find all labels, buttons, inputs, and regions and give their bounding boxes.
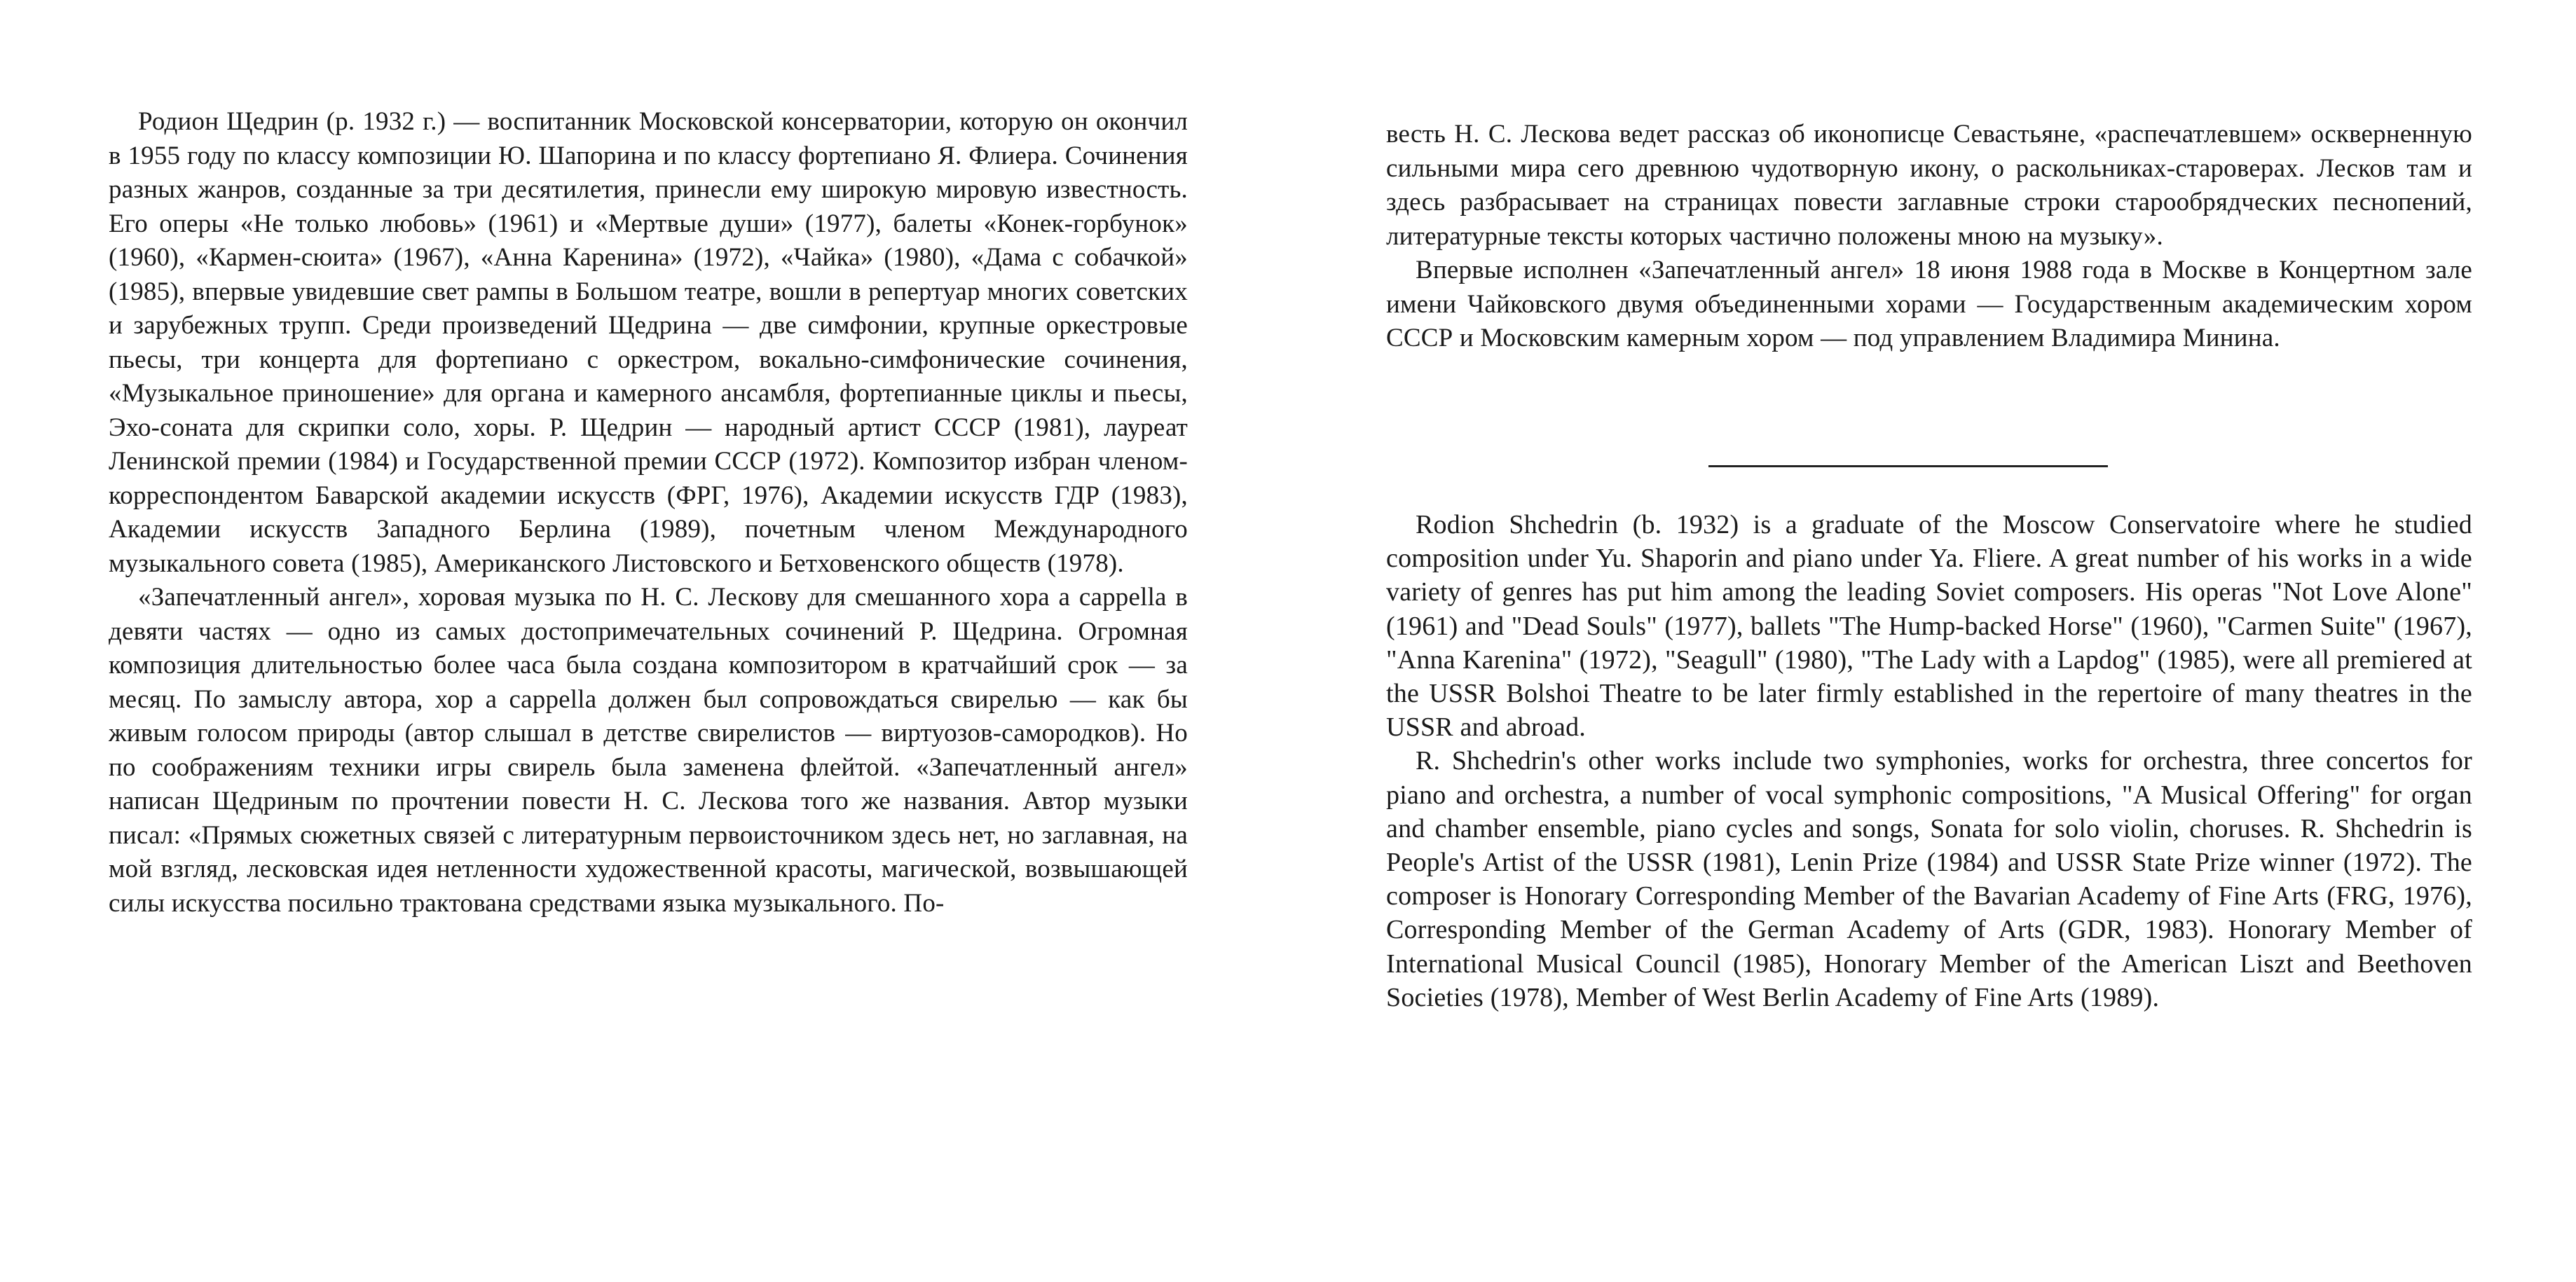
- paragraph-sealed-angel-ru: «Запечатленный ангел», хоровая музыка по Н. С. Лескову для смешанного хора a cappella в девяти частях — одно из самых достопримечательных сочинений Р. Щедрина. Огромная композиция длительностью более часа была создана композитором в кратчайший срок — за месяц. По замыслу автора, хор a cappella должен был сопровождаться свирелью — как бы живым голосом природы (автор слышал в детстве свирелистов — виртуозов-самородков). Но по соображениям техники игры свирель была заменена флейтой. «Запечатленный ангел» написан Щедриным по прочтении повести Н. С. Лескова того же названия. Автор музыки писал: «Прямых сюжетных связей с литературным первоисточником здесь нет, но заглавная, на мой взгляд, лесковская идея нетленности художественной красоты, магической, возвышающей силы искусства посильно трактована средствами языка музыкального. По-: [109, 583, 1188, 918]
- paragraph-biography-en: Rodion Shchedrin (b. 1932) is a graduate of the Moscow Conservatoire where he studied composition under Yu. Shaporin and piano under Ya. Fliere. A great number of his works in a wide variety of genres has put him among the leading Soviet composers. His operas "Not Love Alone" (1961) and "Dead Souls" (1977), ballets "The Hump-backed Horse" (1960), "Carmen Suite" (1967), "Anna Karenina" (1972), "Seagull" (1980), "The Lady with a Lapdog" (1985), were all premiered at the USSR Bolshoi Theatre to be later firmly established in the repertoire of many theatres in the USSR and abroad.: [1386, 510, 2472, 743]
- english-biography-column: [1386, 508, 2472, 1014]
- paragraph-works-en: R. Shchedrin's other works include two symphonies, works for orchestra, three concertos for piano and orchestra, a number of vocal symphonic compositions, "A Musical Offering" for organ and chamber ensemble, piano cycles and songs, Sonata for solo violin, choruses. R. Shchedrin is People's Artist of the USSR (1981), Lenin Prize (1984) and USSR State Prize winner (1972). The composer is Honorary Corresponding Member of the Bavarian Academy of Fine Arts (FRG, 1976), Corresponding Member of the German Academy of Arts (GDR, 1983). Honorary Member of International Musical Council (1985), Honorary Member of the American Liszt and Beethoven Societies (1978), Member of West Berlin Academy of Fine Arts (1989).: [1386, 746, 2472, 1012]
- russian-continuation-column: [1386, 118, 2472, 356]
- paragraph-biography-ru: Родион Щедрин (р. 1932 г.) — воспитанник Московской консерватории, которую он окончил в 1955 году по классу композиции Ю. Шапорина и по классу фортепиано Я. Флиера. Сочинения разных жанров, созданные за три десятилетия, принесли ему широкую мировую известность. Его оперы «Не только любовь» (1961) и «Мертвые души» (1977), балеты «Конек-горбунок» (1960), «Кармен-сюита» (1967), «Анна Каренина» (1972), «Чайка» (1980), «Дама с собачкой» (1985), впервые увидевшие свет рампы в Большом театре, вошли в репертуар многих советских и зарубежных трупп. Среди произведений Щедрина — две симфонии, крупные оркестровые пьесы, три концерта для фортепиано с оркестром, вокально-симфонические сочинения, «Музыкальное приношение» для органа и камерного ансамбля, фортепианные циклы и пьесы, Эхо-соната для скрипки соло, хоры. Р. Щедрин — народный артист СССР (1981), лауреат Ленинской премии (1984) и Государственной премии СССР (1972). Композитор избран членом-корреспондентом Баварской академии искусств (ФРГ, 1976), Академии искусств ГДР (1983), Академии искусств Западного Берлина (1989), почетным членом Международного музыкального совета (1985), Американского Листовского и Бетховенского обществ (1978).: [109, 107, 1188, 578]
- section-divider: [1708, 465, 2108, 467]
- paragraph-leskov-continuation-ru: весть Н. С. Лескова ведет рассказ об иконописце Севастьяне, «распечатлевшем» оскверненную сильными мира сего древнюю чудотворную икону, о раскольниках-староверах. Лесков там и здесь разбрасывает на страницах повести заглавные строки старообрядческих песнопений, литературные тексты которых частично положены мною на музыку».: [1386, 120, 2472, 251]
- paragraph-premiere-ru: Впервые исполнен «Запечатленный ангел» 18 июня 1988 года в Москве в Концертном зале имени Чайковского двумя объединенными хорами — Государственным академическим хором СССР и Московским камерным хором — под управлением Владимира Минина.: [1386, 256, 2472, 352]
- russian-biography-column: [109, 105, 1188, 921]
- right-page: [1288, 0, 2576, 1282]
